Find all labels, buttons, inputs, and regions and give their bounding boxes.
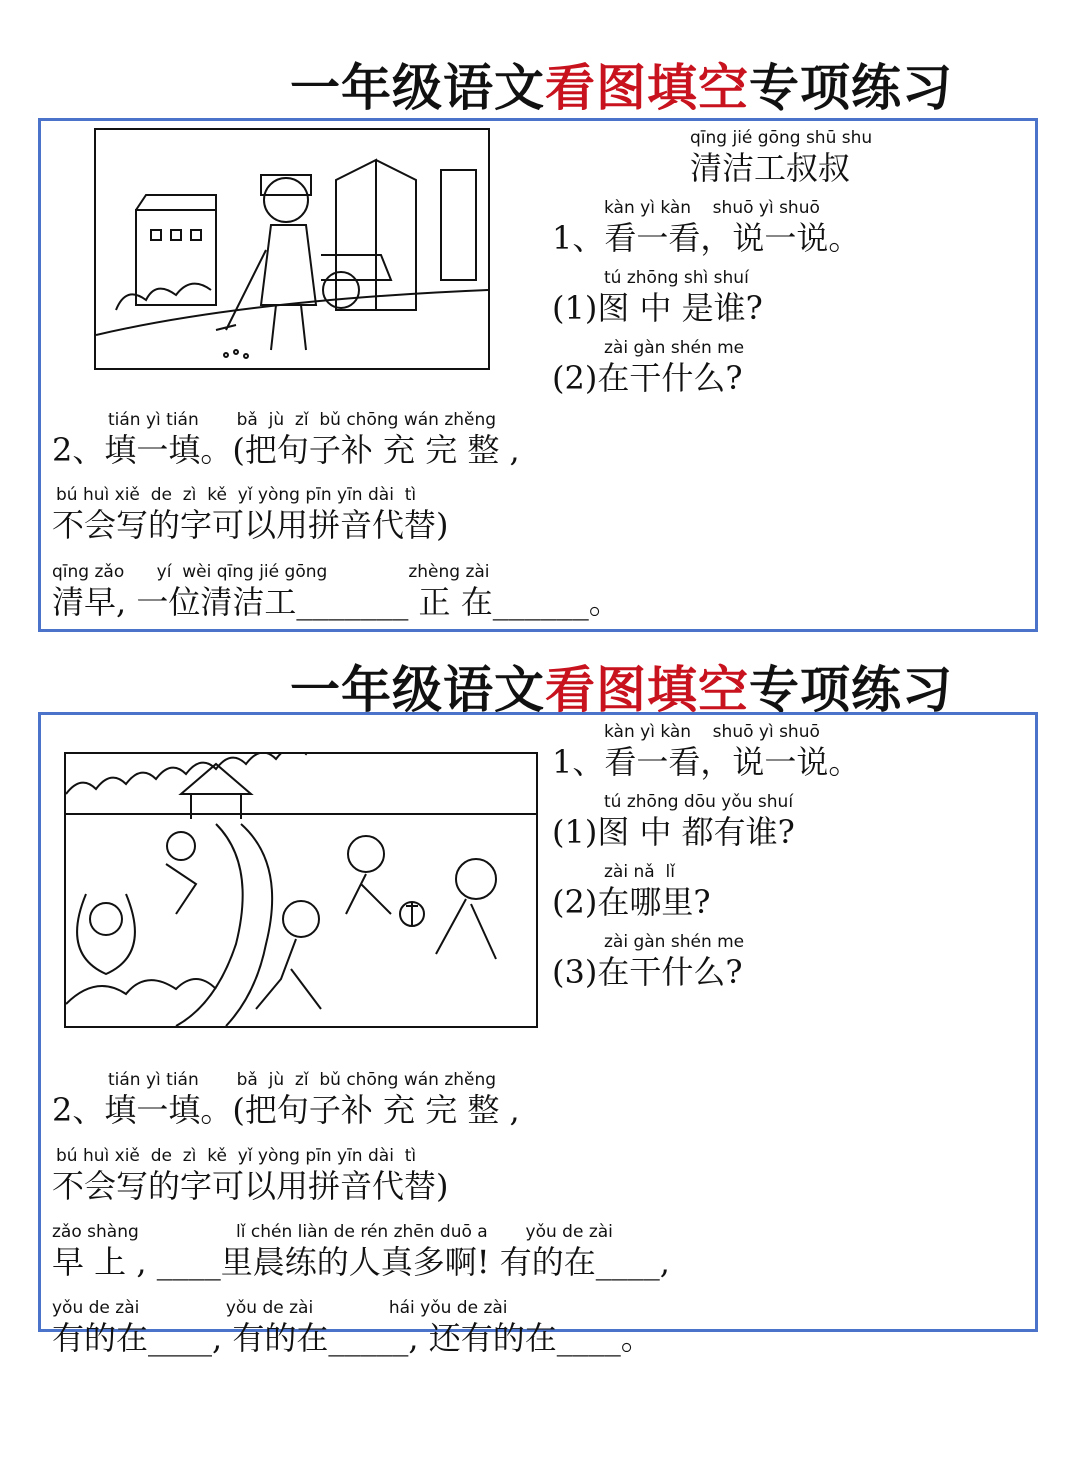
fill-sentence-2: yǒu de zài yǒu de zài hái yǒu de zài 有的在____, 有的在_____, 还有的在____。 bbox=[52, 1298, 653, 1357]
question-1-2: kàn yì kàn shuō yì shuō 1、看一看，说一说。 bbox=[552, 722, 861, 781]
question-1b-2: zài nǎ lǐ (2)在哪里? bbox=[552, 862, 711, 921]
question-1b: zài gàn shén me (2)在干什么? bbox=[552, 338, 745, 397]
question-2-note: bú huì xiě de zì kě yǐ yòng pīn yīn dài tì 不会写的字可以用拼音代替) bbox=[52, 485, 449, 544]
question-1: kàn yì kàn shuō yì shuō 1、看一看，说一说。 bbox=[552, 198, 861, 257]
fill-sentence: qīng zǎo yí wèi qīng jié gōng zhèng zài 清早, 一位清洁工_______ 正 在______。 bbox=[52, 562, 621, 621]
park-children-illustration bbox=[64, 752, 538, 1028]
question-2: tián yì tián bǎ jù zǐ bǔ chōng wán zhěng 2、填一填。(把句子补 充 完 整 , bbox=[52, 410, 520, 469]
street-cleaner-illustration bbox=[94, 128, 490, 370]
question-2-note-2: bú huì xiě de zì kě yǐ yòng pīn yīn dài tì 不会写的字可以用拼音代替) bbox=[52, 1146, 449, 1205]
question-1a: tú zhōng shì shuí (1)图 中 是谁? bbox=[552, 268, 763, 327]
fill-sentence-1: zǎo shàng lǐ chén liàn de rén zhēn duō a yǒu de zài 早 上 , ____里晨练的人真多啊! 有的在____, bbox=[52, 1222, 670, 1281]
question-1a-2: tú zhōng dōu yǒu shuí (1)图 中 都有谁? bbox=[552, 792, 795, 851]
page-title-2: 一年级语文看图填空专项练习 bbox=[290, 661, 953, 719]
page-title: 一年级语文看图填空专项练习 bbox=[290, 59, 953, 117]
worksheet-title: qīng jié gōng shū shu 清洁工叔叔 bbox=[690, 128, 873, 187]
question-2-2: tián yì tián bǎ jù zǐ bǔ chōng wán zhěng 2、填一填。(把句子补 充 完 整 , bbox=[52, 1070, 520, 1129]
question-1c-2: zài gàn shén me (3)在干什么? bbox=[552, 932, 745, 991]
